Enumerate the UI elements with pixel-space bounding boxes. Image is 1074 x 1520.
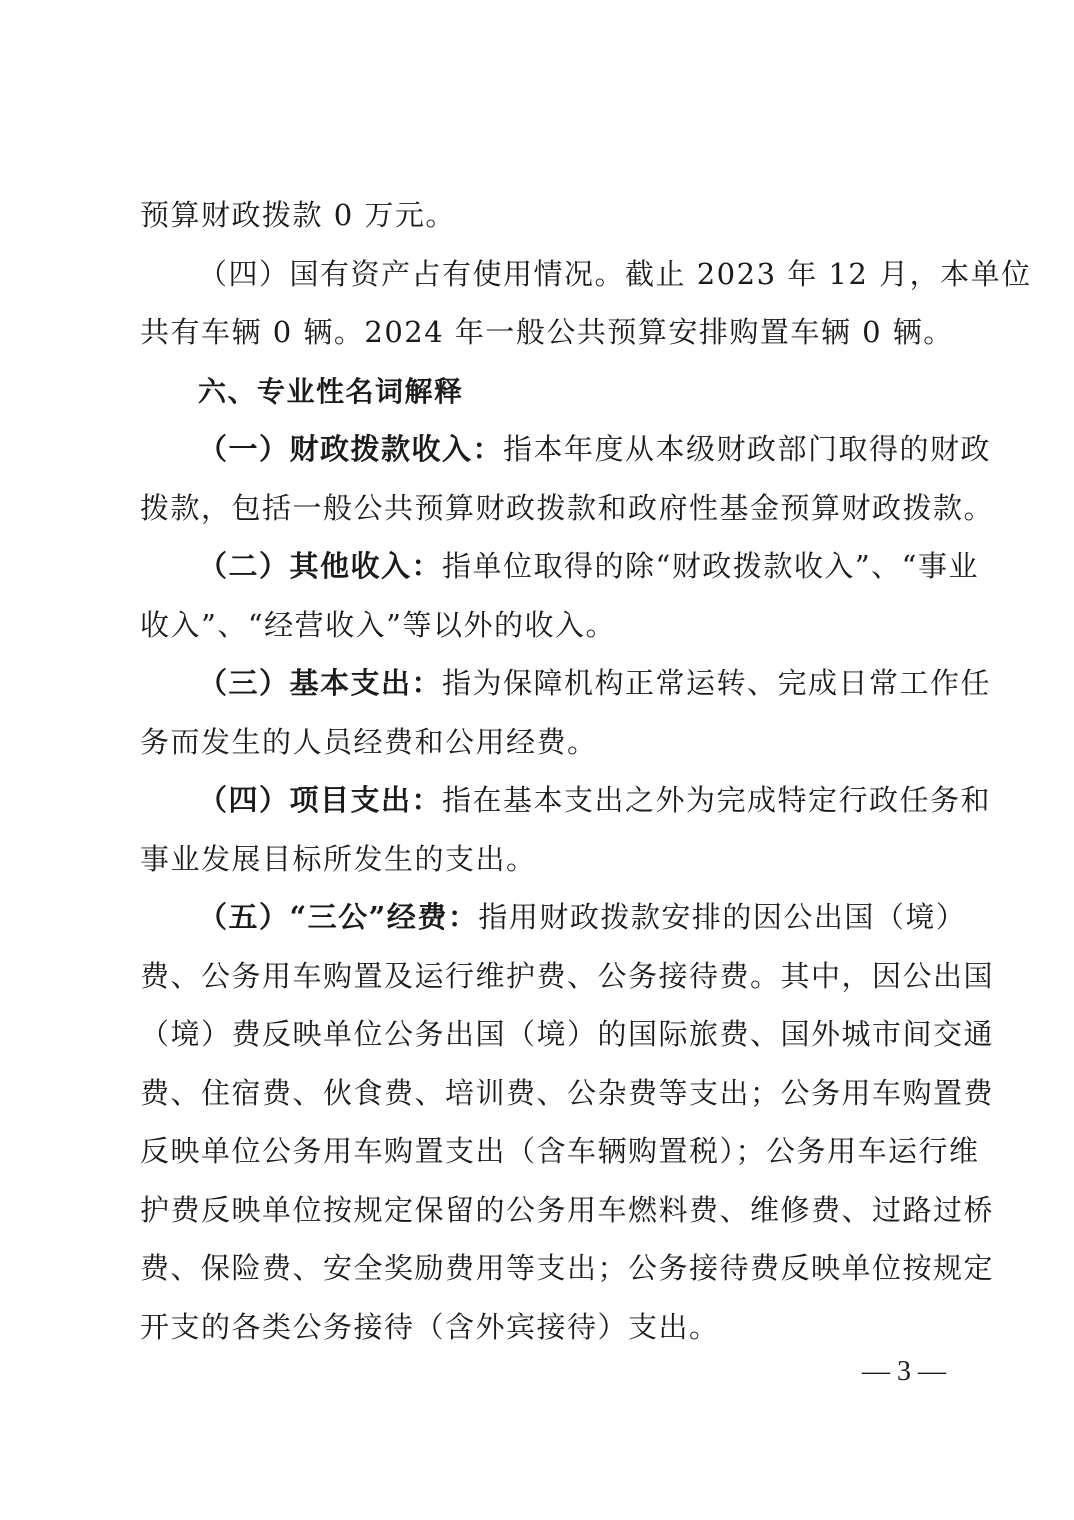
- paragraph-line: [140, 1239, 995, 1298]
- paragraph-line: [140, 947, 995, 1006]
- line-text: 收入”、“经营收入”等以外的收入。: [140, 607, 616, 642]
- paragraph-line: [140, 186, 936, 245]
- line-text: 费、保险费、安全奖励费用等支出；公务接待费反映单位按规定: [140, 1251, 995, 1285]
- line-text: 费、公务用车购置及运行维护费、公务接待费。其中，因公出国: [140, 958, 995, 993]
- line-text: 反映单位公务用车购置支出（含车辆购置税）；公务用车运行维: [140, 1134, 980, 1168]
- line-text: 指单位取得的除“财政拨款收入”、“事业: [442, 549, 979, 583]
- line-text: 开支的各类公务接待（含外宾接待）支出。: [140, 1309, 720, 1344]
- heading-text: 六、专业性名词解释: [198, 374, 464, 408]
- line-text: 。截止 2023 年 12 月，本单位: [594, 256, 1032, 291]
- line-text: 指本年度从本级财政部门取得的财政: [503, 432, 992, 466]
- paragraph-line: [140, 1005, 995, 1064]
- term-label: （五）“三公”经费：: [198, 900, 479, 934]
- line-text: 务而发生的人员经费和公用经费。: [140, 724, 598, 759]
- page-number: — 3 —: [862, 1356, 946, 1387]
- paragraph-line: [140, 888, 967, 947]
- paragraph-line: [140, 1181, 995, 1240]
- term-label: （二）其他收入：: [198, 549, 443, 583]
- line-text: 拨款，包括一般公共预算财政拨款和政府性基金预算财政拨款。: [140, 490, 995, 525]
- paragraph-line: [140, 245, 1032, 304]
- paragraph-line: [140, 1064, 995, 1123]
- term-label: （一）财政拨款收入：: [198, 432, 504, 466]
- line-text: （境）费反映单位公务出国（境）的国际旅费、国外城市间交通: [140, 1017, 995, 1051]
- paragraph-line: [140, 1298, 936, 1357]
- section-term: （四）国有资产占有使用情况: [198, 256, 595, 291]
- paragraph-line: [140, 830, 936, 889]
- paragraph-line: [140, 713, 936, 772]
- line-text: 指用财政拨款安排的因公出国（境）: [478, 900, 967, 934]
- line-text: 事业发展目标所发生的支出。: [140, 841, 537, 876]
- paragraph-line: [140, 1122, 980, 1181]
- paragraph-line: [140, 654, 992, 713]
- term-label: （三）基本支出：: [198, 666, 443, 700]
- paragraph-line: [140, 420, 992, 479]
- paragraph-line: [140, 771, 992, 830]
- paragraph-line: [140, 303, 954, 362]
- document-body: [140, 186, 1032, 1356]
- paragraph-line: [140, 596, 936, 655]
- paragraph-line: [140, 479, 995, 538]
- paragraph-line: [140, 537, 979, 596]
- line-text: 指为保障机构正常运转、完成日常工作任: [442, 666, 992, 700]
- line-text: 护费反映单位按规定保留的公务用车燃料费、维修费、过路过桥: [140, 1192, 995, 1227]
- term-label: （四）项目支出：: [198, 783, 443, 817]
- section-heading: [140, 362, 936, 421]
- line-text: 费、住宿费、伙食费、培训费、公杂费等支出；公务用车购置费: [140, 1075, 995, 1110]
- line-text: 指在基本支出之外为完成特定行政任务和: [442, 783, 992, 817]
- line-text: 预算财政拨款 0 万元。: [140, 198, 456, 232]
- line-text: 共有车辆 0 辆。2024 年一般公共预算安排购置车辆 0 辆。: [140, 315, 954, 349]
